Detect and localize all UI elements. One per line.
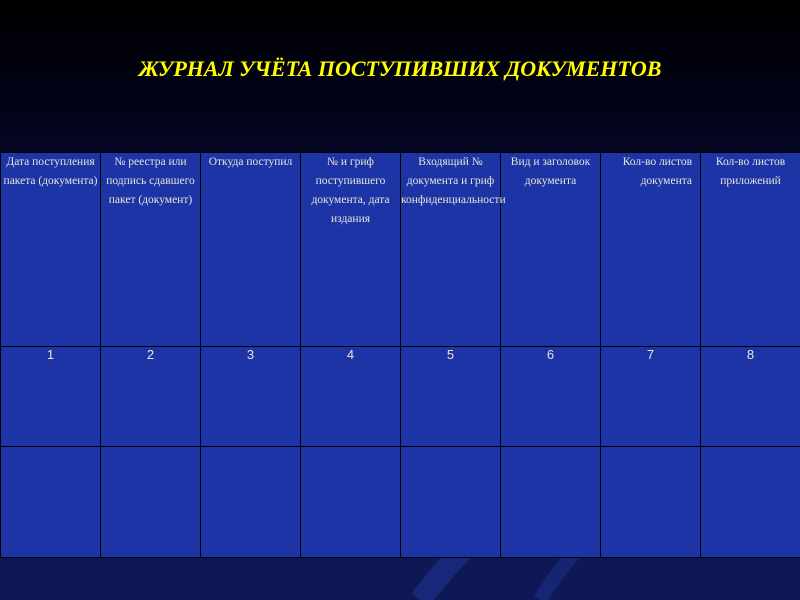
header-text: Откуда поступил [208,156,293,168]
header-cell-attachment-sheets [701,153,800,347]
header-cell-incoming-number [401,153,506,347]
number-row [1,347,800,447]
header-cell-doc-sheets [601,153,701,347]
header-cell-source [201,153,301,347]
number-cell: 3 [201,347,301,447]
header-cell-date [1,153,101,347]
number-cell: 7 [601,347,701,447]
journal-table [0,152,800,558]
header-text: № и гриф поступившего документа, дата издания [311,156,390,225]
empty-cell[interactable] [301,447,401,558]
header-cell-doc-number [301,153,401,347]
empty-cell[interactable] [101,447,201,558]
number-cell: 8 [701,347,800,447]
empty-cell[interactable] [601,447,701,558]
header-text: Кол-во листов документа [622,156,692,187]
header-text: Входящий № документа и гриф конфиденциальности [401,156,506,206]
empty-cell[interactable] [1,447,101,558]
number-cell: 1 [1,347,101,447]
page-title: ЖУРНАЛ УЧЁТА ПОСТУПИВШИХ ДОКУМЕНТОВ [138,56,662,81]
header-text: Дата поступления пакета (документа) [3,156,98,187]
number-cell: 4 [301,347,401,447]
number-cell: 2 [101,347,201,447]
number-cell: 5 [401,347,501,447]
header-cell-type-title [501,153,601,347]
empty-cell[interactable] [401,447,501,558]
header-text: № реестра или подпись сдавшего пакет (документ) [106,156,195,206]
empty-row [1,447,800,558]
header-row [1,153,800,347]
header-text: Кол-во листов приложений [715,156,786,187]
empty-cell[interactable] [501,447,601,558]
empty-cell[interactable] [701,447,800,558]
empty-cell[interactable] [201,447,301,558]
header-text: Вид и заголовок документа [510,156,591,187]
number-cell: 6 [501,347,601,447]
header-cell-registry [101,153,201,347]
